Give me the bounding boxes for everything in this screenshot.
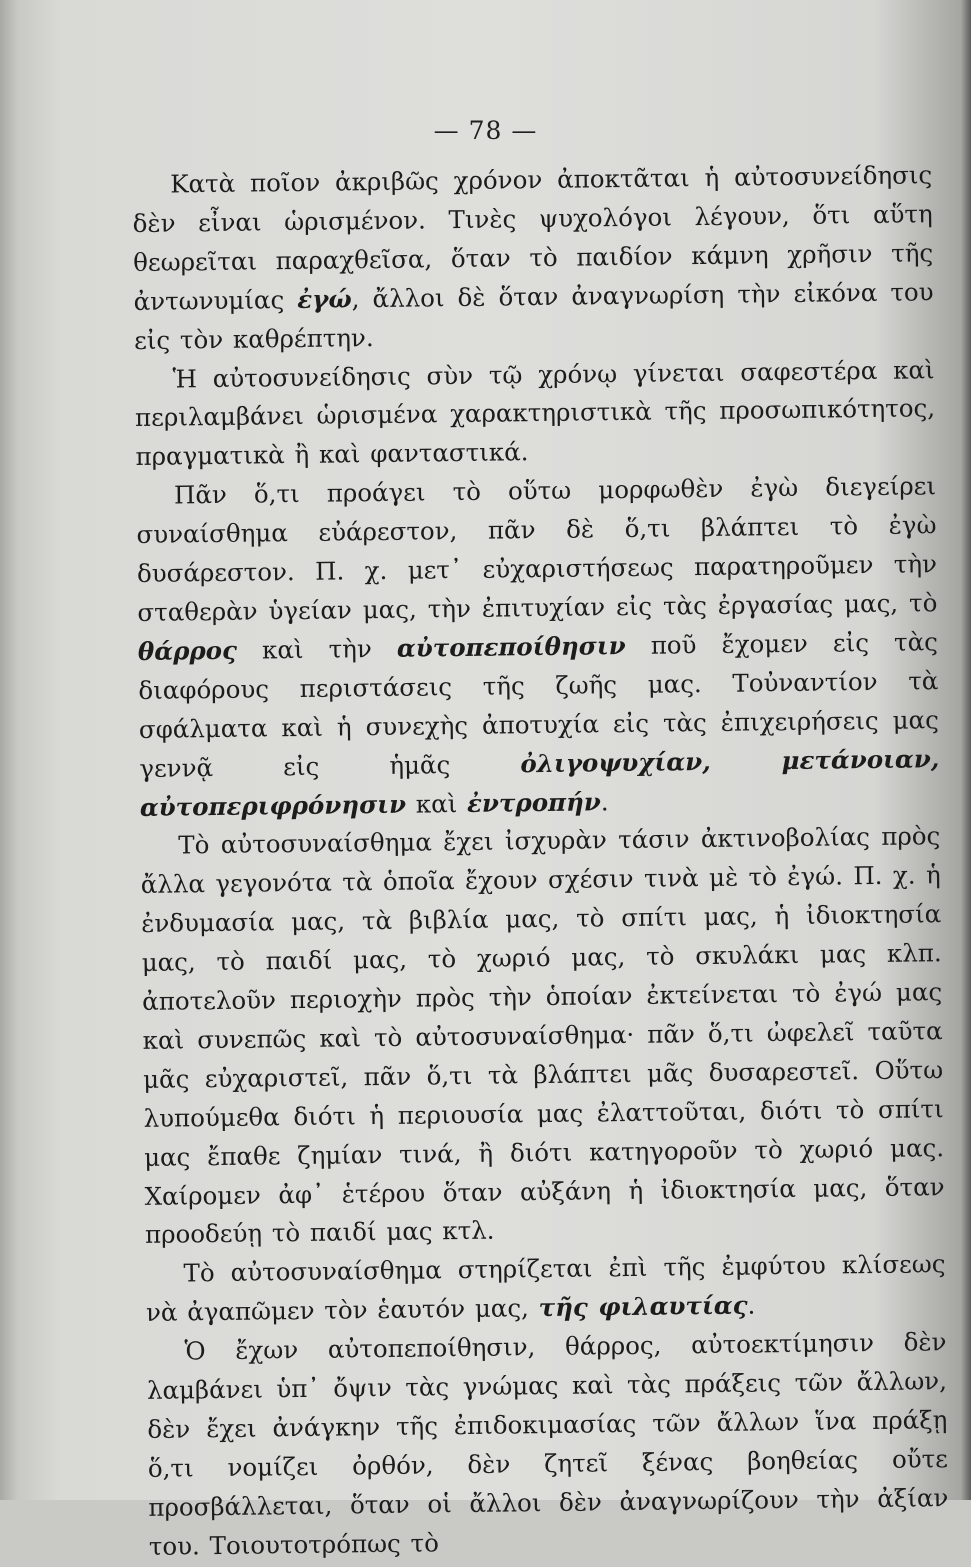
paragraph <box>140 818 945 1256</box>
text-run: . <box>600 786 609 816</box>
text-run: καὶ τὴν <box>236 633 398 665</box>
text-run: ποῦ ἔχομεν εἰς τὰς διαφόρους περιστάσεις τῆς ζωῆς μας. Τοὐναντίον τὰ σφάλματα καὶ ἡ συνεχὴς ἀποτυχία εἰς τὰς ἐπιχειρήσεις μας γεννᾷ εἰς ἡμᾶς <box>138 627 939 783</box>
paragraph <box>134 351 935 477</box>
text-run: , ἄλλοι δὲ ὅταν ἀναγνωρίση τὴν εἰκόνα του εἰς τὸν καθρέπτην. <box>133 276 934 355</box>
body-text <box>132 156 949 1566</box>
emphasized-term: ἐγώ <box>297 284 352 314</box>
emphasized-term: τῆς φιλαυτίας <box>538 1290 748 1323</box>
paragraph <box>146 1323 949 1566</box>
text-run: Τὸ αὐτοσυναίσθημα ἔχει ἰσχυρὰν τάσιν ἀκτινοβολίας πρὸς ἄλλα γεγονότα τὰ ὁποῖα ἔχουν σχέσιν τινὰ μὲ τὸ ἐγώ. Π. χ. ἡ ἐνδυμασία μας, τὰ βιβλία μας, τὸ σπίτι μας, ἡ ἰδιοκτησία μας, τὸ παιδί μας, τὸ χωριό μας, τὸ σκυλάκι μας κλπ. ἀποτελοῦν περιοχὴν πρὸς τὴν ὁποίαν ἐκτείνεται τὸ ἐγώ μας καὶ συνεπῶς καὶ τὸ αὐτοσυναίσθημα· πᾶν ὅ,τι ὠφελεῖ ταῦτα μᾶς εὐχαριστεῖ, πᾶν ὅ,τι τὰ βλάπτει μᾶς δυσαρεστεῖ. Οὕτω λυπούμεθα διότι ἡ περιουσία μας ἐλαττοῦται, διότι τὸ σπίτι μας ἔπαθε ζημίαν τινά, ἢ διότι κατηγοροῦν τὸ χωριό μας. Χαίρομεν ἀφ᾽ ἑτέρου ὅταν αὐξάνη ἡ ἰδιοκτησία μας, ὅταν προοδεύῃ τὸ παιδί μας κτλ. <box>140 821 945 1250</box>
text-run: Κατὰ ποῖον ἀκριβῶς χρόνον ἀποκτᾶται ἡ αὐτοσυνείδησις δὲν εἶναι ὡρισμένον. Τινὲς ψυχολόγοι λέγουν, ὅτι αὕτη θεωρεῖται παραχθεῖσα, ὅταν τὸ παιδίον κάμνη χρῆσιν τῆς ἀντωνυμίας <box>132 160 934 316</box>
paragraph <box>145 1246 946 1334</box>
emphasized-term: ἐντροπήν <box>466 786 601 818</box>
text-run: Ὁ ἔχων αὐτοπεποίθησιν, θάρρος, αὐτοεκτίμησιν δὲν λαμβάνει ὑπ᾽ ὄψιν τὰς γνώμας καὶ τὰς πράξεις τῶν ἄλλων, δὲν ἔχει ἀνάγκην τῆς ἐπιδοκιμασίας τῶν ἄλλων ἵνα πράξῃ ὅ,τι νομίζει ὀρθόν, δὲν ζητεῖ ξένας βοηθείας οὔτε προσβάλλεται, ὅταν οἱ ἄλλοι δὲν ἀναγνωρίζουν τὴν ἀξίαν του. Τοιουτοτρόπως τὸ <box>146 1327 949 1561</box>
emphasized-term: αὐτοπεποίθησιν <box>396 630 626 663</box>
text-run: Τὸ αὐτοσυναίσθημα στηρίζεται ἐπὶ τῆς ἐμφύτου κλίσεως νὰ ἀγαπῶμεν τὸν ἑαυτόν μας, <box>145 1249 946 1328</box>
emphasized-term: ὀλιγοψυχίαν, μετάνοιαν, αὐτοπεριφρόνησιν <box>139 743 940 822</box>
text-run: Ἡ αὐτοσυνείδησις σὺν τῷ χρόνῳ γίνεται σαφεστέρα καὶ περιλαμβάνει ὡρισμένα χαρακτηριστικὰ τῆς προσωπικότητος, πραγματικὰ ἢ καὶ φανταστικά. <box>134 354 936 472</box>
paragraph <box>136 467 940 827</box>
paragraph <box>132 156 934 360</box>
page-number: — 78 — <box>433 116 538 145</box>
text-run: Πᾶν ὅ,τι προάγει τὸ οὕτω μορφωθὲν ἐγὼ διεγείρει συναίσθημα εὐάρεστον, πᾶν δὲ ὅ,τι βλάπτει τὸ ἐγὼ δυσάρεστον. Π. χ. μετ᾽ εὐχαριστήσεως παρατηροῦμεν τὴν σταθερὰν ὑγείαν μας, τὴν ἐπιτυχίαν εἰς τὰς ἐργασίας μας, τὸ <box>136 471 938 627</box>
text-run: . <box>747 1290 756 1320</box>
emphasized-term: θάρρος <box>137 635 238 666</box>
text-run: καὶ <box>405 788 468 819</box>
